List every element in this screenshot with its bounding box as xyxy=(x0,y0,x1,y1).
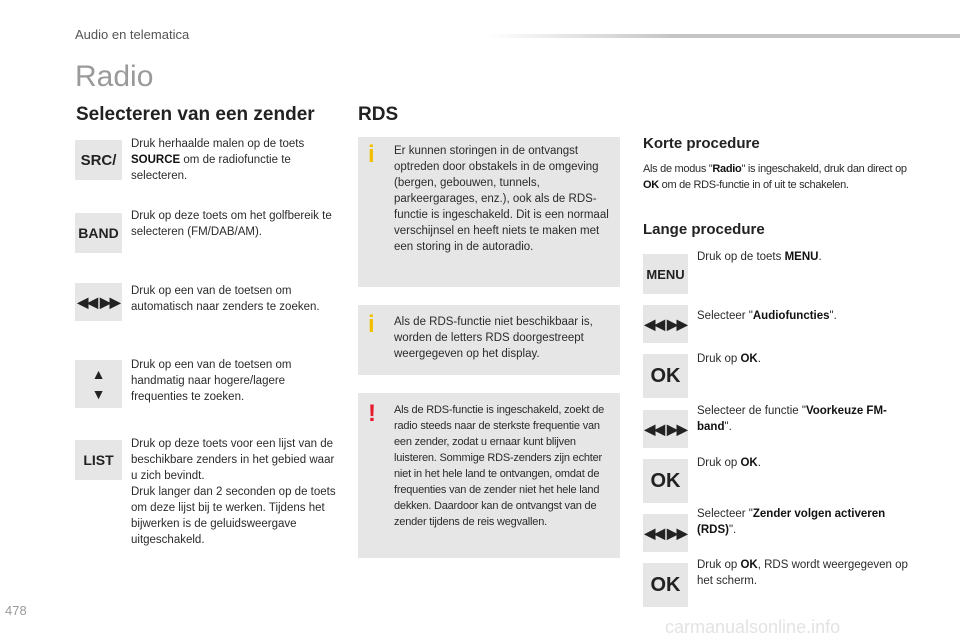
korte-procedure-text: Als de modus "Radio" is ingeschakeld, druk dan direct op OK om de RDS-functie in of uit te schakelen. xyxy=(643,163,907,191)
info-box-text: Er kunnen storingen in de ontvangst optreden door obstakels in de omgeving (bergen, gebouwen, tunnels, parkeergarages, enz.), ook als de RDS-functie is ingeschakeld. Dit is een normaal verschijnsel en heeft niets te maken met een storing in de autoradio. xyxy=(394,145,609,253)
section-header: Audio en telematica xyxy=(75,27,190,42)
lange-procedure-title: Lange procedure xyxy=(643,221,765,238)
rds-info-box-2 xyxy=(358,305,620,375)
info-box-text: Als de RDS-functie niet beschikbaar is, worden de letters RDS doorgestreept weergegeven op het display. xyxy=(394,316,593,360)
list-key-icon: LIST xyxy=(75,440,122,480)
seek-arrows-icon: ◀◀ ▶▶ xyxy=(643,305,688,343)
src-instruction: Druk herhaalde malen op de toets SOURCE om de radiofunctie te selecteren. xyxy=(131,138,305,182)
manual-tune-instruction: Druk op een van de toetsen om handmatig naar hogere/lagere frequenties te zoeken. xyxy=(131,359,292,403)
step-6-text: Selecteer "Zender volgen activeren (RDS)". xyxy=(697,508,886,536)
step-2-text: Selecteer "Audiofuncties". xyxy=(697,310,837,322)
ok-key-icon: OK xyxy=(643,563,688,607)
step-3-text: Druk op OK. xyxy=(697,353,761,365)
info-icon: i xyxy=(368,311,375,338)
ok-key-icon: OK xyxy=(643,459,688,503)
warning-box-text: Als de RDS-functie is ingeschakeld, zoekt de radio steeds naar de sterkste frequentie van een zender, zodat u ernaar kunt blijven luisteren. Sommige RDS-zenders zijn echter niet in het hele land te ontvangen, omdat de frequenties van de zender niet het hele land dekken. Daardoor kan de ontvangst van de zender tijdens de reis wegvallen. xyxy=(394,404,605,528)
korte-procedure-title: Korte procedure xyxy=(643,135,760,152)
info-icon: i xyxy=(368,141,375,168)
watermark: carmanualsonline.info xyxy=(665,617,841,637)
rds-info-box-1 xyxy=(358,137,620,287)
page-title: Radio xyxy=(75,60,154,93)
rds-section-title: RDS xyxy=(358,104,399,125)
band-instruction: Druk op deze toets om het golfbereik te selecteren (FM/DAB/AM). xyxy=(131,210,332,238)
left-section-title: Selecteren van een zender xyxy=(76,104,315,125)
step-4-text: Selecteer de functie "Voorkeuze FM-band". xyxy=(697,405,887,433)
seek-arrows-icon: ◀◀ ▶▶ xyxy=(75,283,122,321)
seek-arrows-icon: ◀◀ ▶▶ xyxy=(643,410,688,448)
rds-warning-box xyxy=(358,393,620,558)
warning-icon: ! xyxy=(368,400,376,427)
band-key-icon: BAND xyxy=(75,213,122,253)
ok-key-icon: OK xyxy=(643,354,688,398)
header-divider xyxy=(488,34,960,38)
step-7-text: Druk op OK, RDS wordt weergegeven op het scherm. xyxy=(697,559,908,587)
up-down-arrows-icon: ▲ ▼ xyxy=(75,360,122,408)
src-key-icon: SRC/ xyxy=(75,140,122,180)
step-5-text: Druk op OK. xyxy=(697,457,761,469)
seek-arrows-icon: ◀◀ ▶▶ xyxy=(643,514,688,552)
menu-key-icon: MENU xyxy=(643,254,688,294)
list-instruction: Druk op deze toets voor een lijst van de beschikbare zenders in het gebied waar u zich bevindt. Druk langer dan 2 seconden op de toets om deze lijst bij te werken. Tijdens het bijwerken is de geluidsweergave uitgeschakeld. xyxy=(131,438,336,546)
page-number: 478 xyxy=(5,603,27,618)
step-1-text: Druk op de toets MENU. xyxy=(697,251,822,263)
seek-instruction: Druk op een van de toetsen om automatisch naar zenders te zoeken. xyxy=(131,285,320,313)
